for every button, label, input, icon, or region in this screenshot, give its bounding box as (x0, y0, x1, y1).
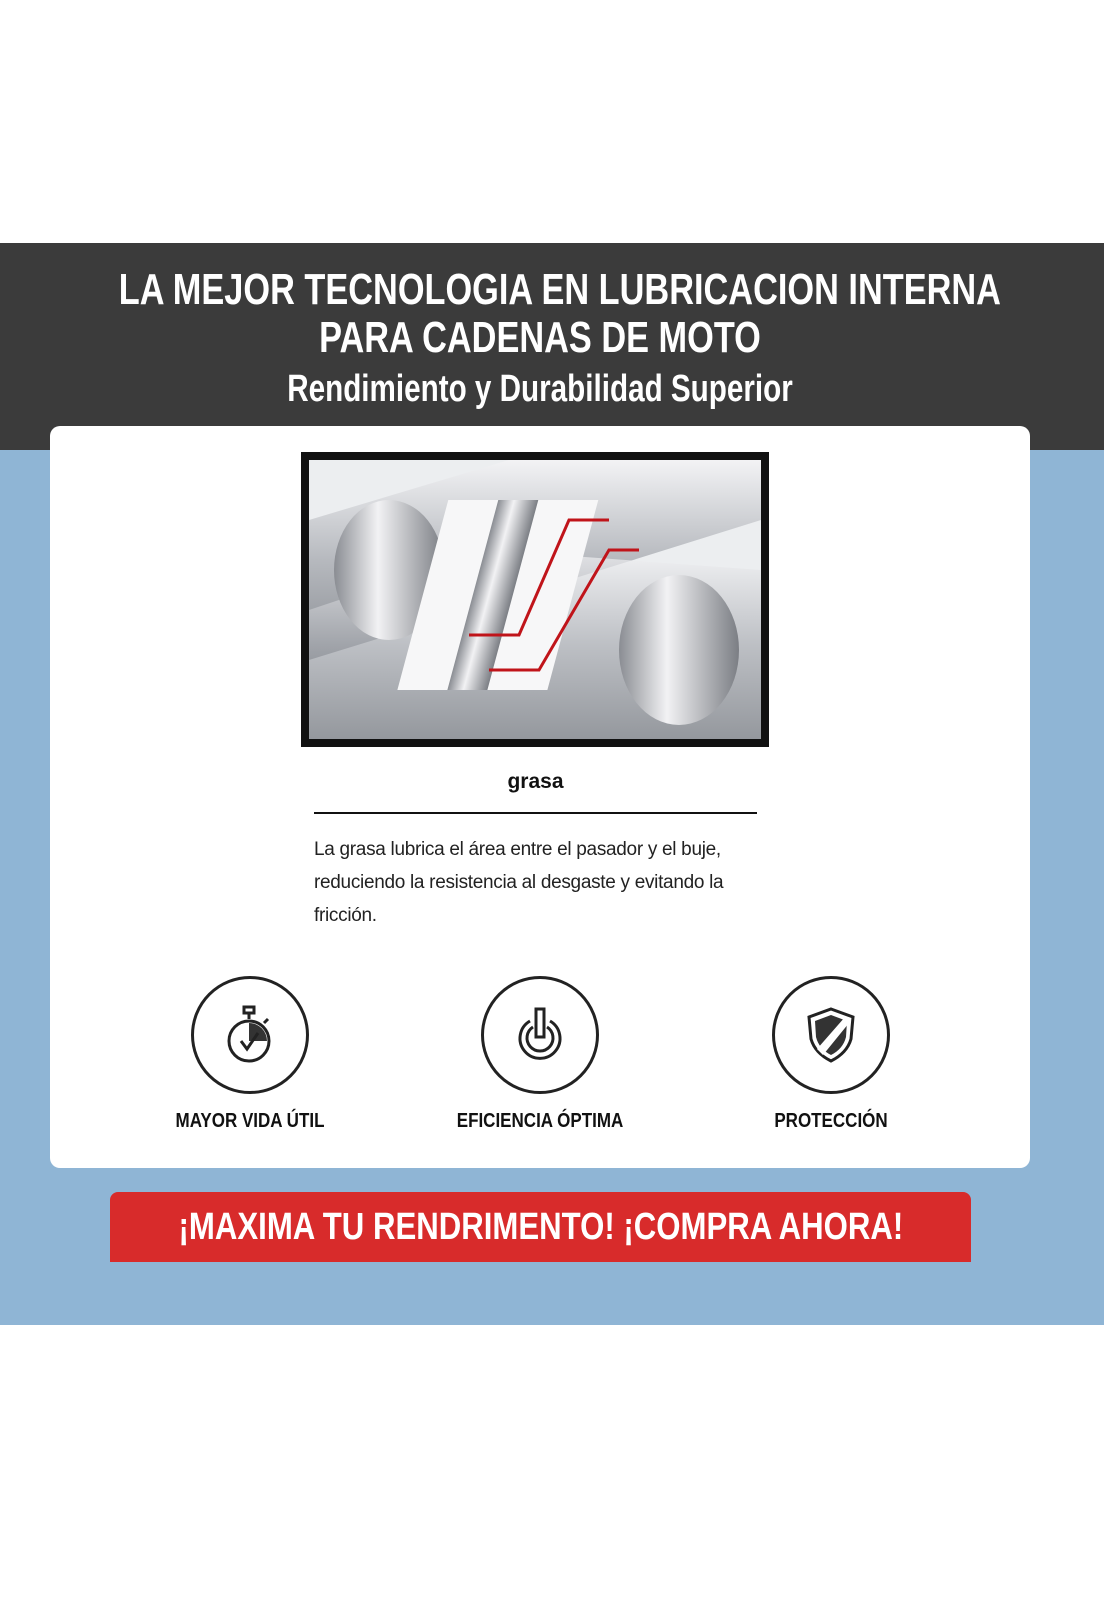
diagram-caption: grasa (507, 770, 564, 793)
feature-mayor-vida-util (130, 976, 370, 1133)
feature-label: EFICIENCIA ÓPTIMA (456, 1110, 624, 1132)
shield-icon (772, 976, 890, 1094)
headline-line-2: PARA CADENAS DE MOTO (319, 313, 761, 362)
headline-line-1: LA MEJOR TECNOLOGIA EN LUBRICACION INTERNA (118, 265, 1001, 314)
buy-now-button[interactable] (110, 1192, 971, 1262)
divider (314, 812, 757, 814)
feature-proteccion (711, 976, 951, 1133)
diagram-description: La grasa lubrica el área entre el pasador y el buje, reduciendo la resistencia al desgaste y evitando la fricción. (314, 839, 724, 926)
feature-eficiencia-optima (420, 976, 660, 1133)
power-icon (481, 976, 599, 1094)
stopwatch-check-icon (191, 976, 309, 1094)
chain-cutaway-image (301, 452, 769, 747)
buy-now-label: ¡MAXIMA TU RENDRIMENTO! ¡COMPRA AHORA! (178, 1205, 903, 1248)
feature-label: PROTECCIÓN (774, 1110, 888, 1132)
subtitle: Rendimiento y Durabilidad Superior (287, 368, 793, 410)
feature-label: MAYOR VIDA ÚTIL (175, 1110, 325, 1132)
